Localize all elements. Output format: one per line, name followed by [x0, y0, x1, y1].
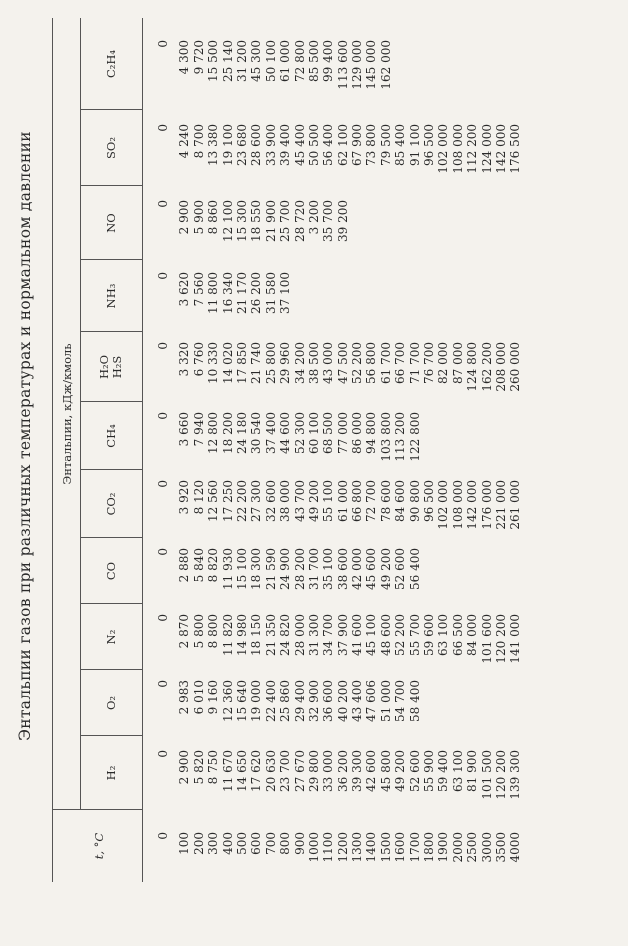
- header-n2: N₂: [103, 629, 118, 645]
- table-cell: 101 500: [479, 750, 494, 800]
- table-cell: 84 600: [393, 480, 408, 522]
- table-cell: 60 100: [306, 412, 321, 454]
- table-cell: 260 000: [508, 342, 523, 392]
- table-cell: 45 100: [364, 614, 379, 656]
- table-cell: 21 590: [263, 548, 278, 590]
- table-cell: 55 900: [422, 750, 437, 792]
- table-cell: 59 400: [436, 750, 451, 792]
- header-no: NO: [103, 213, 118, 233]
- table-cell: 21 900: [263, 200, 278, 242]
- column-so2: [156, 124, 523, 186]
- table-cell: 0: [156, 342, 170, 350]
- table-cell: 1100: [321, 832, 336, 863]
- table-cell: 8 860: [206, 200, 221, 235]
- table-cell: 17 250: [220, 480, 235, 522]
- table-cell: 12 100: [220, 200, 235, 242]
- table-cell: 47 500: [335, 342, 350, 384]
- table-cell: 5 820: [191, 750, 206, 785]
- table-cell: 23 700: [278, 750, 293, 792]
- table-cell: 0: [156, 614, 170, 622]
- table-cell: 12 560: [206, 480, 221, 522]
- table-cell: 56 400: [407, 548, 422, 590]
- table-cell: 17 850: [234, 342, 249, 384]
- table-cell: 50 100: [263, 40, 278, 82]
- table-cell: 63 100: [436, 614, 451, 656]
- table-cell: 37 400: [263, 412, 278, 454]
- table-cell: 18 550: [249, 200, 264, 242]
- table-cell: 36 200: [335, 750, 350, 792]
- table-cell: 42 600: [364, 750, 379, 792]
- table-cell: 45 600: [364, 548, 379, 590]
- table-cell: 221 000: [493, 480, 508, 530]
- table-cell: 21 350: [263, 614, 278, 656]
- table-cell: 37 100: [278, 272, 293, 314]
- table-cell: 76 700: [422, 342, 437, 384]
- table-cell: 90 800: [407, 480, 422, 522]
- table-cell: 3000: [479, 832, 494, 863]
- table-cell: 26 200: [249, 272, 264, 314]
- table-cell: 63 100: [450, 750, 465, 792]
- table-cell: 11 670: [220, 750, 235, 792]
- table-cell: 28 000: [292, 614, 307, 656]
- table-cell: 58 400: [407, 680, 422, 722]
- table-cell: 1800: [422, 832, 437, 863]
- column-h2: [156, 750, 523, 810]
- table-cell: 4 300: [177, 40, 192, 75]
- table-cell: 61 700: [378, 342, 393, 384]
- table-cell: 1500: [378, 832, 393, 863]
- table-cell: 44 600: [278, 412, 293, 454]
- table-cell: 48 600: [378, 614, 393, 656]
- table-cell: 38 600: [335, 548, 350, 590]
- table-cell: 43 400: [350, 680, 365, 722]
- table-cell: 3 200: [306, 200, 321, 235]
- table-cell: 14 020: [220, 342, 235, 384]
- table-cell: 67 900: [350, 124, 365, 166]
- table-cell: 62 100: [335, 124, 350, 166]
- table-cell: 112 200: [465, 124, 480, 174]
- table-cell: 2 870: [177, 614, 192, 649]
- header-c2h4: C₂H₄: [103, 49, 118, 79]
- table-cell: 45 400: [292, 124, 307, 166]
- table-cell: 700: [263, 832, 278, 855]
- table-cell: 32 600: [263, 480, 278, 522]
- table-cell: 29 800: [306, 750, 321, 792]
- table-cell: 55 700: [407, 614, 422, 656]
- table-cell: 5 840: [191, 548, 206, 583]
- table-cell: 400: [220, 832, 235, 855]
- column-c2h4: [156, 40, 393, 110]
- table-cell: 176 500: [508, 124, 523, 174]
- table-cell: 29 960: [278, 342, 293, 384]
- table-cell: 45 300: [249, 40, 264, 82]
- table-cell: 6 010: [191, 680, 206, 715]
- table-cell: 49 200: [393, 750, 408, 792]
- table-cell: 11 930: [220, 548, 235, 590]
- table-cell: 52 300: [292, 412, 307, 454]
- table-cell: 800: [278, 832, 293, 855]
- header-temperature: [60, 810, 138, 882]
- table-cell: 10 330: [206, 342, 221, 384]
- table-cell: 0: [156, 680, 170, 688]
- table-cell: 2 880: [177, 548, 192, 583]
- table-cell: 52 200: [350, 342, 365, 384]
- table-cell: 32 900: [306, 680, 321, 722]
- table-cell: 3500: [493, 832, 508, 863]
- table-cell: 120 200: [493, 750, 508, 800]
- table-cell: 18 300: [249, 548, 264, 590]
- table-cell: 5 800: [191, 614, 206, 649]
- header-co2: CO₂: [103, 492, 118, 516]
- table-cell: 31 300: [306, 614, 321, 656]
- header-so2: SO₂: [103, 137, 118, 159]
- table-cell: 25 860: [278, 680, 293, 722]
- table-cell: 9 720: [191, 40, 206, 75]
- table-cell: 14 980: [234, 614, 249, 656]
- table-cell: 13 380: [206, 124, 221, 166]
- table-cell: 0: [156, 832, 170, 840]
- table-cell: 108 000: [450, 480, 465, 530]
- table-cell: 72 800: [292, 40, 307, 82]
- table-cell: 33 900: [263, 124, 278, 166]
- table-cell: 56 400: [321, 124, 336, 166]
- table-cell: 39 400: [278, 124, 293, 166]
- table-cell: 18 200: [220, 412, 235, 454]
- table-cell: 0: [156, 40, 170, 48]
- table-cell: 31 580: [263, 272, 278, 314]
- table-cell: 40 200: [335, 680, 350, 722]
- table-cell: 24 900: [278, 548, 293, 590]
- header-h2: H₂: [103, 765, 118, 781]
- table-cell: 17 620: [249, 750, 264, 792]
- table-cell: 1700: [407, 832, 422, 863]
- table-cell: 3 920: [177, 480, 192, 515]
- table-cell: 176 000: [479, 480, 494, 530]
- table-cell: 8 700: [191, 124, 206, 159]
- header-o2: O₂: [103, 695, 118, 711]
- table-cell: 78 600: [378, 480, 393, 522]
- table-cell: 600: [249, 832, 264, 855]
- table-cell: 102 000: [436, 480, 451, 530]
- table-cell: 38 500: [306, 342, 321, 384]
- table-cell: 72 700: [364, 480, 379, 522]
- table-cell: 14 650: [234, 750, 249, 792]
- table-cell: 79 500: [378, 124, 393, 166]
- table-cell: 0: [156, 750, 170, 758]
- table-cell: 129 000: [350, 40, 365, 90]
- table-cell: 99 400: [321, 40, 336, 82]
- header-ch4: CH₄: [103, 424, 118, 448]
- subheader-rule: [80, 18, 81, 810]
- table-cell: 85 400: [393, 124, 408, 166]
- table-cell: 25 140: [220, 40, 235, 82]
- table-cell: 300: [206, 832, 221, 855]
- table-cell: 12 800: [206, 412, 221, 454]
- table-cell: 66 800: [350, 480, 365, 522]
- table-cell: 141 000: [508, 614, 523, 664]
- table-cell: 900: [292, 832, 307, 855]
- table-cell: 208 000: [493, 342, 508, 392]
- table-cell: 142 000: [465, 480, 480, 530]
- table-cell: 85 500: [306, 40, 321, 82]
- column-ch4: [156, 412, 422, 470]
- table-cell: 28 600: [249, 124, 264, 166]
- table-cell: 124 000: [479, 124, 494, 174]
- table-cell: 15 300: [234, 200, 249, 242]
- table-cell: 73 800: [364, 124, 379, 166]
- table-cell: 41 600: [350, 614, 365, 656]
- table-cell: 0: [156, 272, 170, 280]
- table-cell: 47 606: [364, 680, 379, 722]
- table-cell: 9 160: [206, 680, 221, 715]
- table-cell: 12 360: [220, 680, 235, 722]
- header-co: CO: [103, 561, 118, 581]
- column-h2o-h2s: [156, 342, 523, 402]
- table-cell: 59 600: [422, 614, 437, 656]
- table-cell: 66 700: [393, 342, 408, 384]
- table-cell: 6 760: [191, 342, 206, 377]
- table-cell: 16 340: [220, 272, 235, 314]
- table-cell: 33 000: [321, 750, 336, 792]
- table-cell: 1400: [364, 832, 379, 863]
- table-cell: 22 200: [234, 480, 249, 522]
- top-rule: [52, 18, 53, 882]
- table-cell: 2500: [465, 832, 480, 863]
- table-cell: 8 750: [206, 750, 221, 785]
- table-cell: 261 000: [508, 480, 523, 530]
- table-cell: 24 820: [278, 614, 293, 656]
- column-no: [156, 200, 350, 260]
- table-cell: 35 700: [321, 200, 336, 242]
- table-cell: 42 000: [350, 548, 365, 590]
- table-cell: 2 900: [177, 200, 192, 235]
- table-cell: 29 400: [292, 680, 307, 722]
- table-cell: 28 720: [292, 200, 307, 242]
- table-cell: 19 100: [220, 124, 235, 166]
- table-cell: 102 000: [436, 124, 451, 174]
- table-cell: 1300: [350, 832, 365, 863]
- table-cell: 21 740: [249, 342, 264, 384]
- table-cell: 27 670: [292, 750, 307, 792]
- table-cell: 113 600: [335, 40, 350, 90]
- table-cell: 36 600: [321, 680, 336, 722]
- table-cell: 200: [191, 832, 206, 855]
- header-h2o-h2s: H₂O H₂S: [97, 354, 124, 380]
- table-cell: 34 200: [292, 342, 307, 384]
- table-cell: 21 170: [234, 272, 249, 314]
- column-co2: [156, 480, 523, 538]
- table-cell: 124 800: [465, 342, 480, 392]
- table-cell: 45 800: [378, 750, 393, 792]
- table-cell: 66 500: [450, 614, 465, 656]
- table-cell: 96 500: [422, 124, 437, 166]
- table-cell: 71 700: [407, 342, 422, 384]
- table-cell: 1600: [393, 832, 408, 863]
- table-cell: 96 500: [422, 480, 437, 522]
- column-n2: [156, 614, 523, 670]
- header-nh3: NH₃: [103, 283, 118, 309]
- table-cell: 100: [177, 832, 192, 855]
- table-cell: 52 600: [393, 548, 408, 590]
- column-nh3: [156, 272, 293, 332]
- table-cell: 81 900: [465, 750, 480, 792]
- table-cell: 52 600: [407, 750, 422, 792]
- table-cell: 34 700: [321, 614, 336, 656]
- table-cell: 49 200: [306, 480, 321, 522]
- header-bottom-rule: [142, 18, 143, 882]
- table-cell: 11 800: [206, 272, 221, 314]
- table-cell: 4000: [508, 832, 523, 863]
- table-cell: 22 400: [263, 680, 278, 722]
- table-cell: 15 640: [234, 680, 249, 722]
- table-cell: 0: [156, 480, 170, 488]
- table-cell: 145 000: [364, 40, 379, 90]
- table-cell: 0: [156, 124, 170, 132]
- table-cell: 1900: [436, 832, 451, 863]
- table-cell: 2 983: [177, 680, 192, 715]
- table-cell: 86 000: [350, 412, 365, 454]
- column-co: [156, 548, 422, 604]
- table-cell: 94 800: [364, 412, 379, 454]
- table-cell: 4 240: [177, 124, 192, 159]
- table-cell: 52 200: [393, 614, 408, 656]
- table-cell: 56 800: [364, 342, 379, 384]
- enthalpy-super-header: Энтальпии, кДж/кмоль: [60, 343, 74, 485]
- table-cell: 61 000: [335, 480, 350, 522]
- table-cell: 61 000: [278, 40, 293, 82]
- table-cell: 50 500: [306, 124, 321, 166]
- table-cell: 3 620: [177, 272, 192, 307]
- table-cell: 108 000: [450, 124, 465, 174]
- table-cell: 20 630: [263, 750, 278, 792]
- table-cell: 25 700: [278, 200, 293, 242]
- table-cell: 3 320: [177, 342, 192, 377]
- table-cell: 1200: [335, 832, 350, 863]
- table-cell: 7 560: [191, 272, 206, 307]
- table-cell: 43 000: [321, 342, 336, 384]
- table-title: Энтальпии газов при различных температурах и нормальном давлении: [16, 131, 34, 741]
- table-cell: 8 800: [206, 614, 221, 649]
- table-cell: 162 200: [479, 342, 494, 392]
- column-temperature: [156, 832, 523, 882]
- column-o2: [156, 680, 422, 736]
- table-cell: 3 660: [177, 412, 192, 447]
- table-cell: 39 200: [335, 200, 350, 242]
- table-cell: 0: [156, 200, 170, 208]
- table-cell: 19 000: [249, 680, 264, 722]
- table-cell: 31 200: [234, 40, 249, 82]
- table-cell: 8 120: [191, 480, 206, 515]
- table-cell: 120 200: [493, 614, 508, 664]
- table-cell: 39 300: [350, 750, 365, 792]
- table-cell: 5 900: [191, 200, 206, 235]
- table-cell: 15 100: [234, 548, 249, 590]
- table-cell: 31 700: [306, 548, 321, 590]
- table-cell: 101 600: [479, 614, 494, 664]
- table-cell: 43 700: [292, 480, 307, 522]
- table-cell: 23 680: [234, 124, 249, 166]
- table-cell: 1000: [306, 832, 321, 863]
- table-cell: 8 820: [206, 548, 221, 583]
- table-cell: 68 500: [321, 412, 336, 454]
- table-cell: 77 000: [335, 412, 350, 454]
- header-temperature-label: t, °C: [91, 832, 106, 860]
- table-cell: 37 900: [335, 614, 350, 656]
- table-cell: 18 150: [249, 614, 264, 656]
- table-cell: 49 200: [378, 548, 393, 590]
- table-cell: 139 300: [508, 750, 523, 800]
- table-cell: 54 700: [393, 680, 408, 722]
- table-cell: 38 000: [278, 480, 293, 522]
- table-cell: 30 540: [249, 412, 264, 454]
- table-cell: 0: [156, 548, 170, 556]
- table-cell: 2000: [450, 832, 465, 863]
- table-cell: 2 900: [177, 750, 192, 785]
- table-cell: 11 820: [220, 614, 235, 656]
- table-cell: 500: [234, 832, 249, 855]
- table-cell: 35 100: [321, 548, 336, 590]
- table-cell: 15 500: [206, 40, 221, 82]
- table-cell: 28 200: [292, 548, 307, 590]
- table-cell: 55 100: [321, 480, 336, 522]
- table-cell: 0: [156, 412, 170, 420]
- table-cell: 122 800: [407, 412, 422, 462]
- table-cell: 51 000: [378, 680, 393, 722]
- table-cell: 27 300: [249, 480, 264, 522]
- table-cell: 84 000: [465, 614, 480, 656]
- table-cell: 87 000: [450, 342, 465, 384]
- table-cell: 82 000: [436, 342, 451, 384]
- table-cell: 113 200: [393, 412, 408, 462]
- table-cell: 91 100: [407, 124, 422, 166]
- table-cell: 142 000: [493, 124, 508, 174]
- table-cell: 162 000: [378, 40, 393, 90]
- table-cell: 103 800: [378, 412, 393, 462]
- table-cell: 7 940: [191, 412, 206, 447]
- table-cell: 24 180: [234, 412, 249, 454]
- table-cell: 25 800: [263, 342, 278, 384]
